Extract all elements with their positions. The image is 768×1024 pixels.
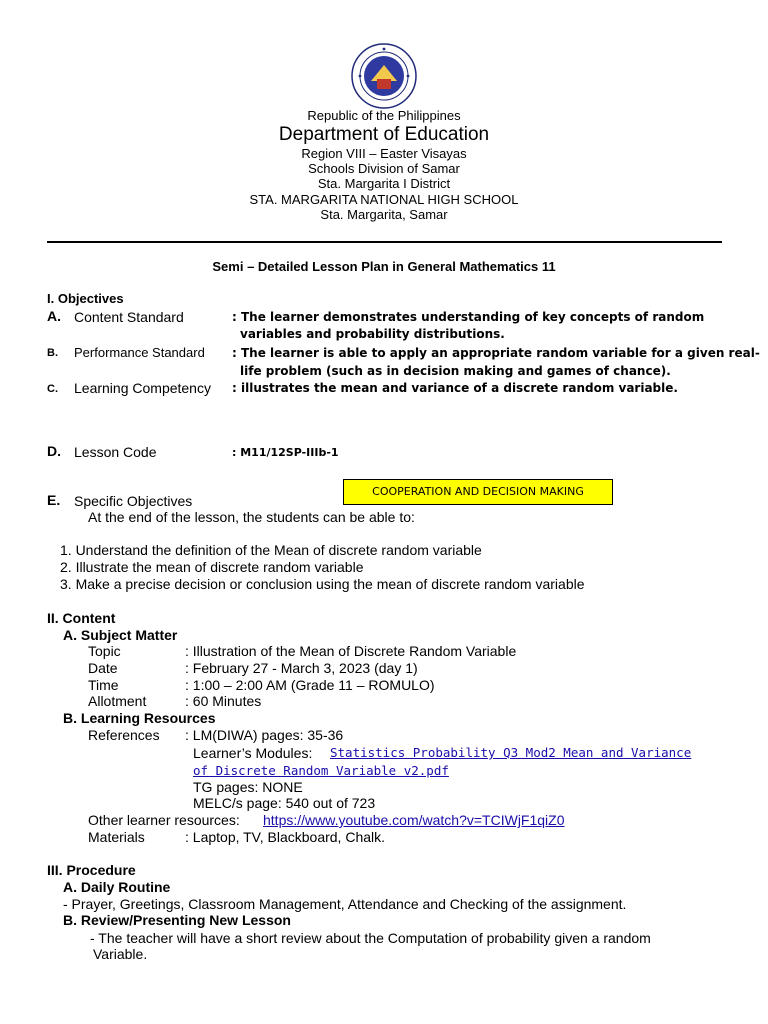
date-label: Date	[88, 660, 118, 676]
lesson-code-value: : M11/12SP-IIIb-1	[232, 446, 339, 459]
references-value: : LM(DIWA) pages: 35-36	[185, 727, 344, 743]
topic-value: : Illustration of the Mean of Discrete Random Variable	[185, 643, 517, 659]
specific-objectives-letter: E.	[47, 492, 61, 508]
deped-seal-logo	[351, 43, 417, 109]
learning-resources-heading: B. Learning Resources	[63, 710, 216, 726]
other-resources-label: Other learner resources:	[88, 812, 240, 828]
specific-objectives-label: Specific Objectives	[74, 493, 193, 509]
theme-badge: COOPERATION AND DECISION MAKING	[343, 479, 613, 505]
references-label: References	[88, 727, 160, 743]
learners-module-link[interactable]: Statistics Probability Q3 Mod2 Mean and Variance	[330, 745, 692, 760]
topic-label: Topic	[88, 643, 121, 659]
performance-standard-text-2: life problem (such as in decision making and games of chance).	[240, 364, 671, 378]
learning-competency-text: : illustrates the mean and variance of a discrete random variable.	[232, 381, 678, 395]
materials-value: : Laptop, TV, Blackboard, Chalk.	[185, 829, 386, 845]
lesson-title: Semi – Detailed Lesson Plan in General Mathematics 11	[212, 259, 556, 274]
performance-standard-label: Performance Standard	[74, 345, 205, 360]
daily-routine-text: - Prayer, Greetings, Classroom Management, Attendance and Checking of the assignment.	[63, 896, 627, 912]
review-text-2: Variable.	[93, 946, 148, 962]
daily-routine-heading: A. Daily Routine	[63, 879, 171, 895]
header-region: Region VIII – Easter Visayas	[301, 146, 467, 161]
performance-standard-letter: B.	[47, 347, 58, 359]
learning-competency-label: Learning Competency	[74, 380, 211, 396]
tg-pages: TG pages: NONE	[193, 779, 303, 795]
allotment-value: : 60 Minutes	[185, 693, 262, 709]
learners-modules-label: Learner’s Modules:	[193, 745, 313, 761]
header-department: Department of Education	[278, 124, 490, 145]
youtube-link[interactable]: https://www.youtube.com/watch?v=TCIWjF1qiZ0	[263, 812, 565, 828]
header-division: Schools Division of Samar	[308, 161, 460, 176]
performance-standard-text-1: : The learner is able to apply an appropriate random variable for a given real-	[232, 346, 760, 360]
allotment-label: Allotment	[88, 693, 147, 709]
date-value: : February 27 - March 3, 2023 (day 1)	[185, 660, 418, 676]
review-text-1: - The teacher will have a short review about the Computation of probability given a random	[90, 930, 651, 946]
specific-objectives-intro: At the end of the lesson, the students can be able to:	[88, 509, 415, 525]
header-divider	[47, 241, 722, 243]
objective-item: 3. Make a precise decision or conclusion using the mean of discrete random variable	[60, 576, 585, 592]
time-value: : 1:00 – 2:00 AM (Grade 11 – ROMULO)	[185, 677, 435, 693]
melc-pages: MELC/s page: 540 out of 723	[193, 795, 376, 811]
objective-item: 2. Illustrate the mean of discrete random variable	[60, 559, 364, 575]
learning-competency-letter: C.	[47, 383, 58, 395]
header-republic: Republic of the Philippines	[307, 108, 461, 123]
content-standard-label: Content Standard	[74, 309, 184, 325]
objectives-heading: I. Objectives	[47, 291, 124, 306]
subject-matter-heading: A. Subject Matter	[63, 627, 178, 643]
lesson-code-label: Lesson Code	[74, 444, 157, 460]
content-heading: II. Content	[47, 610, 116, 626]
content-standard-text-2: variables and probability distributions.	[240, 327, 505, 341]
materials-label: Materials	[88, 829, 145, 845]
review-heading: B. Review/Presenting New Lesson	[63, 912, 291, 928]
objective-item: 1. Understand the definition of the Mean of discrete random variable	[60, 542, 482, 558]
header-location: Sta. Margarita, Samar	[320, 207, 448, 222]
procedure-heading: III. Procedure	[47, 862, 136, 878]
header-school: STA. MARGARITA NATIONAL HIGH SCHOOL	[249, 192, 519, 207]
learners-module-link-continued[interactable]: of Discrete Random Variable v2.pdf	[193, 763, 449, 778]
content-standard-text-1: : The learner demonstrates understanding of key concepts of random	[232, 310, 705, 324]
lesson-code-letter: D.	[47, 443, 61, 459]
content-standard-letter: A.	[47, 308, 61, 324]
header-district: Sta. Margarita I District	[317, 176, 451, 191]
time-label: Time	[88, 677, 119, 693]
